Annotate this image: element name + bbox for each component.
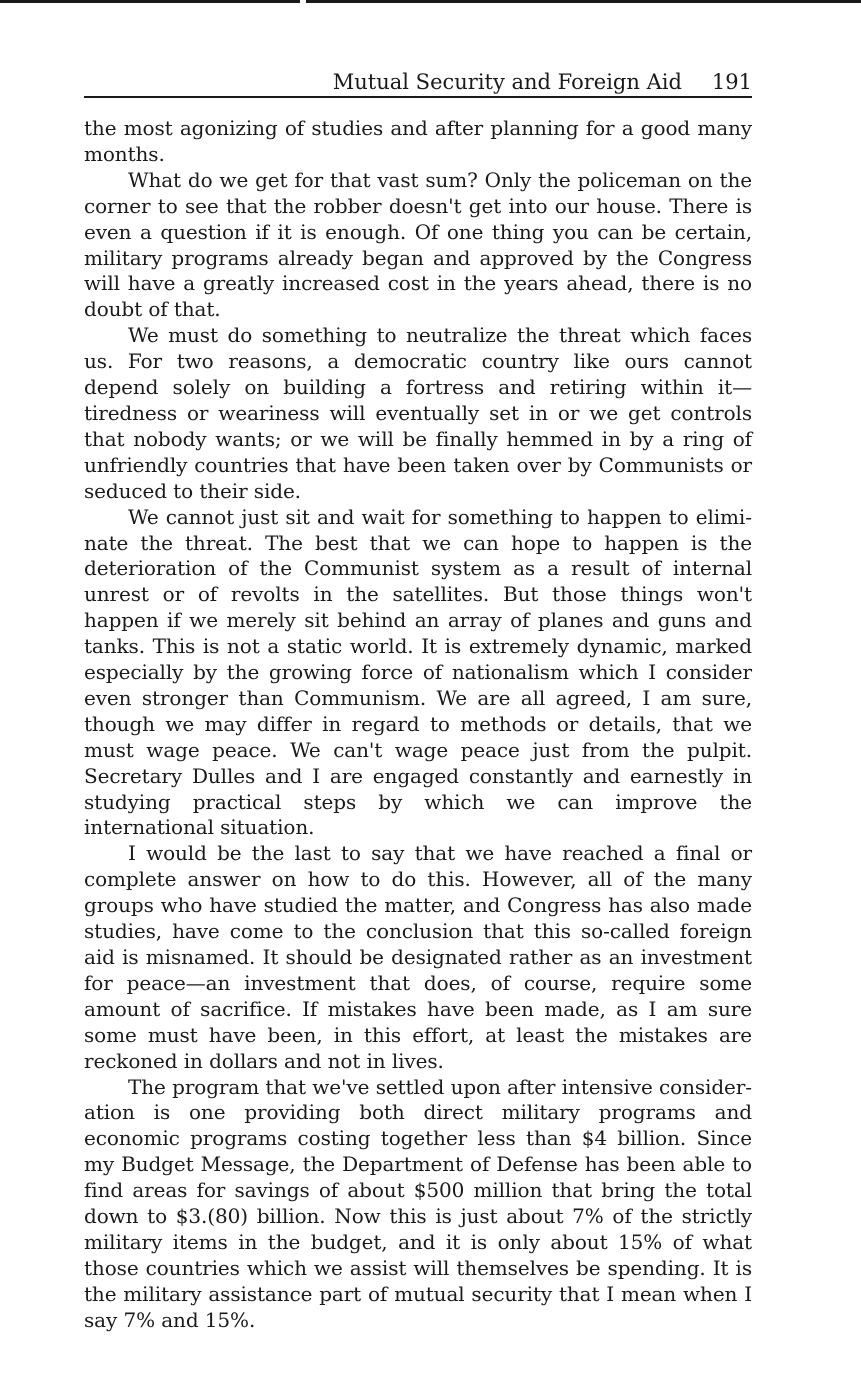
paragraph-5: I would be the last to say that we have reached a final or complete answer on how to do this. However, all of the many groups who have studied the matter, and Congress has also made studies, have come to the conclusion that this so-called foreign aid is misnamed. It should be designated rather as an investment for peace—an investment that does, of course, require some amount of sacrifice. If mistakes have been made, as I am sure some must have been, in this effort, at least the mistakes are reckoned in dollars and not in lives. — [84, 841, 752, 1073]
page-number: 191 — [711, 70, 752, 94]
running-title: Mutual Security and Foreign Aid — [332, 70, 682, 94]
paragraph-4: We cannot just sit and wait for something to happen to eliminate the threat. The best that we can hope to happen is the deterioration of the Communist system as a result of internal unrest or of revolts in the satellites. But those things won't happen if we merely sit behind an array of planes and guns and tanks. This is not a static world. It is extremely dynamic, marked especially by the growing force of nationalism which I consider even stronger than Communism. We are all agreed, I am sure, though we may differ in regard to methods or details, that we must wage peace. We can't wage peace just from the pulpit. Secretary Dulles and I are engaged constantly and earnestly in studying practical steps by which we can improve the international situation. — [84, 504, 752, 840]
paragraph-3: We must do something to neutralize the threat which faces us. For two reasons, a democratic country like ours cannot depend solely on building a fortress and retiring within it—tiredness or weariness will eventually set in or we get controls that nobody wants; or we will be finally hemmed in by a ring of unfriendly countries that have been taken over by Communists or seduced to their side. — [84, 323, 752, 503]
paragraph-6: The program that we've settled upon after intensive consideration is one providing both direct military programs and economic programs costing together less than $4 billion. Since my Budget Message, the Department of Defense has been able to find areas for savings of about $500 million that bring the total down to $3.(80) billion. Now this is just about 7% of the strictly military items in the budget, and it is only about 15% of what those countries which we assist will themselves be spending. It is the military assistance part of mutual security that I mean when I say 7% and 15%. — [84, 1074, 752, 1332]
top-border-rule-left — [0, 0, 300, 3]
paragraph-2: What do we get for that vast sum? Only the policeman on the corner to see that the robber doesn't get into our house. There is even a question if it is enough. Of one thing you can be certain, military programs already began and approved by the Congress will have a greatly increased cost in the years ahead, there is no doubt of that. — [84, 167, 752, 322]
paragraph-1: the most agonizing of studies and after planning for a good many months. — [84, 116, 752, 166]
top-border-rule-right — [306, 0, 861, 3]
running-head — [84, 68, 752, 98]
page-body — [84, 116, 752, 1334]
